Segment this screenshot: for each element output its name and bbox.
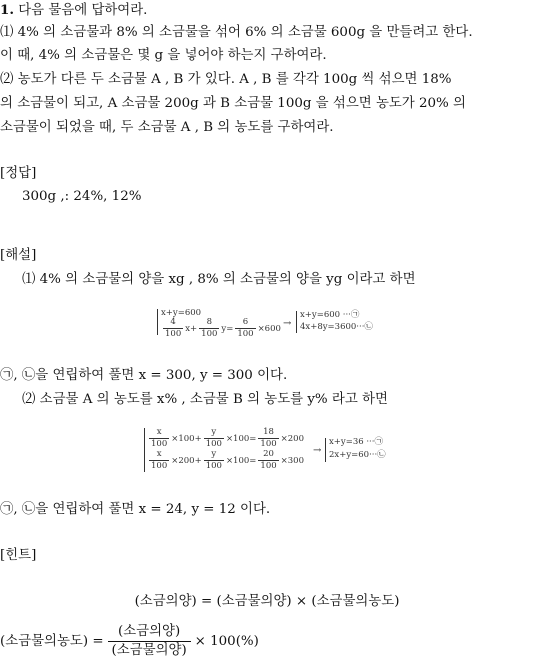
- q2-line1: ⑵ 농도가 다른 두 소금물 A , B 가 있다. A , B 를 각각 100g 씩 섞으면 18%: [0, 72, 452, 87]
- eq1-line-a: x+y=600: [161, 308, 202, 318]
- solution-2-result: ㉠, ㉡을 연립하여 풀면 x = 24, y = 12 이다.: [0, 502, 271, 517]
- solution-1-result: ㉠, ㉡을 연립하여 풀면 x = 300, y = 300 이다.: [0, 368, 288, 383]
- q2-line2: 의 소금물이 되고, A 소금물 200g 과 B 소금물 100g 을 섞으면 농도가 20% 의: [0, 96, 466, 111]
- eq1-line-b: $\frac{4}{100}$ x+ $\frac{8}{100}$ y= $\frac{6}{100}$ ×600: [165, 317, 281, 339]
- brace-right-1: [296, 311, 297, 333]
- brace-left-2: [144, 428, 145, 472]
- hint-formula-2: [0, 622, 259, 662]
- eq1-result-b: 4x+8y=3600···㉡: [300, 322, 373, 332]
- brace-right-2: [325, 438, 326, 462]
- eq1-arrow: →: [283, 318, 292, 329]
- q1-line2: 이 때, 4% 의 소금물은 몇 g 을 넣어야 하는지 구하여라.: [0, 48, 327, 63]
- eq1-result-a: x+y=600 ···㉠: [300, 310, 360, 320]
- hint-formula-2-lhs: (소금물의농도) =: [0, 634, 104, 649]
- problem-number: 1.: [0, 2, 14, 18]
- eq2-line-b: $\frac{x}{100}$ ×200+ $\frac{y}{100}$ ×100= $\frac{20}{100}$ ×300: [151, 449, 304, 471]
- solution-1-intro: ⑴ 4% 의 소금물의 양을 xg , 8% 의 소금물의 양을 yg 이라고 하면: [22, 272, 416, 287]
- answer-header: [정답]: [0, 166, 37, 181]
- hint-formula-2-denominator: (소금물의양): [111, 643, 187, 658]
- eq2-result-a: x+y=36 ···㉠: [329, 437, 383, 447]
- solution-header: [해설]: [0, 248, 37, 263]
- solution-2-intro: ⑵ 소금물 A 의 농도를 x% , 소금물 B 의 농도를 y% 라고 하면: [22, 392, 388, 407]
- hint-header: [힌트]: [0, 548, 37, 563]
- problem-title: 다음 물음에 답하여라.: [18, 3, 148, 18]
- eq2-arrow: →: [313, 445, 322, 456]
- q2-line3: 소금물이 되었을 때, 두 소금물 A , B 의 농도를 구하여라.: [0, 120, 334, 135]
- problem-heading: [0, 0, 147, 21]
- brace-left-1: [157, 309, 158, 335]
- q1-line1: ⑴ 4% 의 소금물과 8% 의 소금물을 섞어 6% 의 소금물 600g 을 만들려고 한다.: [0, 25, 473, 40]
- hint-formula-1: (소금의양) = (소금물의양) × (소금물의농도): [134, 594, 400, 609]
- hint-formula-2-fraction: [108, 623, 191, 660]
- eq2-result-b: 2x+y=60···㉡: [329, 450, 386, 460]
- hint-formula-2-numerator: (소금의양): [108, 623, 191, 642]
- answer-text: 300g ,: 24%, 12%: [22, 189, 142, 204]
- eq2-line-a: $\frac{x}{100}$ ×100+ $\frac{y}{100}$ ×100= $\frac{18}{100}$ ×200: [151, 427, 304, 449]
- hint-formula-2-tail: × 100(%): [194, 634, 259, 649]
